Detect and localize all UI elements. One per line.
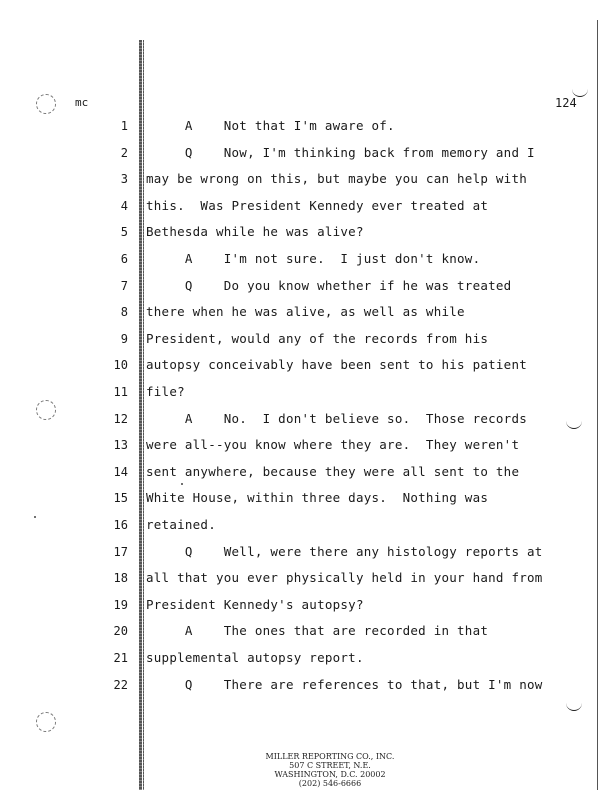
transcript-line: sent anywhere, because they were all sent to the (146, 464, 520, 479)
line-number: 21 (113, 651, 128, 665)
right-margin-rule (597, 20, 598, 790)
transcript-line: A The ones that are recorded in that (146, 623, 489, 638)
line-number: 3 (120, 172, 128, 186)
transcript-line: President Kennedy's autopsy? (146, 597, 364, 612)
line-number: 6 (120, 252, 128, 266)
line-number: 11 (113, 385, 128, 399)
line-number: 12 (113, 412, 128, 426)
speck (181, 483, 183, 485)
line-number: 8 (120, 305, 128, 319)
footer-company: MILLER REPORTING CO., INC. (265, 752, 395, 761)
transcript-line: A No. I don't believe so. Those records (146, 411, 528, 426)
line-number: 17 (113, 545, 128, 559)
line-number: 13 (113, 438, 128, 452)
line-number: 20 (113, 624, 128, 638)
footer-phone: (202) 546-6666 (298, 779, 362, 788)
transcript-line: file? (146, 384, 185, 399)
transcript-line: Q Now, I'm thinking back from memory and I (146, 145, 535, 160)
line-number: 1 (120, 119, 128, 133)
transcript-line: Q There are references to that, but I'm now (146, 677, 543, 692)
transcript-line: autopsy conceivably have been sent to his patient (146, 357, 528, 372)
transcript-line: President, would any of the records from his (146, 331, 489, 346)
line-number: 4 (120, 199, 128, 213)
reporter-initials: mc (75, 96, 89, 109)
line-number: 14 (113, 465, 128, 479)
binder-hole (36, 712, 56, 732)
transcript-line: retained. (146, 517, 216, 532)
transcript-line: White House, within three days. Nothing was (146, 490, 489, 505)
transcript-line: all that you ever physically held in your hand from (146, 570, 543, 585)
line-number: 7 (120, 279, 128, 293)
page-mark (566, 418, 582, 429)
binder-hole (36, 94, 56, 114)
line-number: 15 (113, 491, 128, 505)
binder-hole (36, 400, 56, 420)
left-margin-rule-inner (143, 40, 144, 790)
line-number: 5 (120, 225, 128, 239)
page-mark (572, 86, 588, 97)
page-number: 124 (555, 96, 577, 110)
transcript-line: A Not that I'm aware of. (146, 118, 395, 133)
footer-street: 507 C STREET, N.E. (289, 761, 371, 770)
line-number: 16 (113, 518, 128, 532)
page-mark (566, 700, 582, 711)
transcript-line: A I'm not sure. I just don't know. (146, 251, 481, 266)
transcript-line: there when he was alive, as well as while (146, 304, 465, 319)
transcript-line: Q Do you know whether if he was treated (146, 278, 512, 293)
transcript-line: may be wrong on this, but maybe you can help with (146, 171, 528, 186)
reporter-footer (200, 752, 460, 788)
line-number: 2 (120, 146, 128, 160)
transcript-line: this. Was President Kennedy ever treated at (146, 198, 489, 213)
transcript-line: supplemental autopsy report. (146, 650, 364, 665)
left-margin-rule (139, 40, 142, 790)
line-number: 9 (120, 332, 128, 346)
footer-city: WASHINGTON, D.C. 20002 (274, 770, 386, 779)
line-number: 18 (113, 571, 128, 585)
transcript-line: were all--you know where they are. They weren't (146, 437, 520, 452)
speck (34, 516, 36, 518)
transcript-line: Q Well, were there any histology reports at (146, 544, 543, 559)
line-number: 22 (113, 678, 128, 692)
line-number: 19 (113, 598, 128, 612)
transcript-line: Bethesda while he was alive? (146, 224, 364, 239)
line-number: 10 (113, 358, 128, 372)
